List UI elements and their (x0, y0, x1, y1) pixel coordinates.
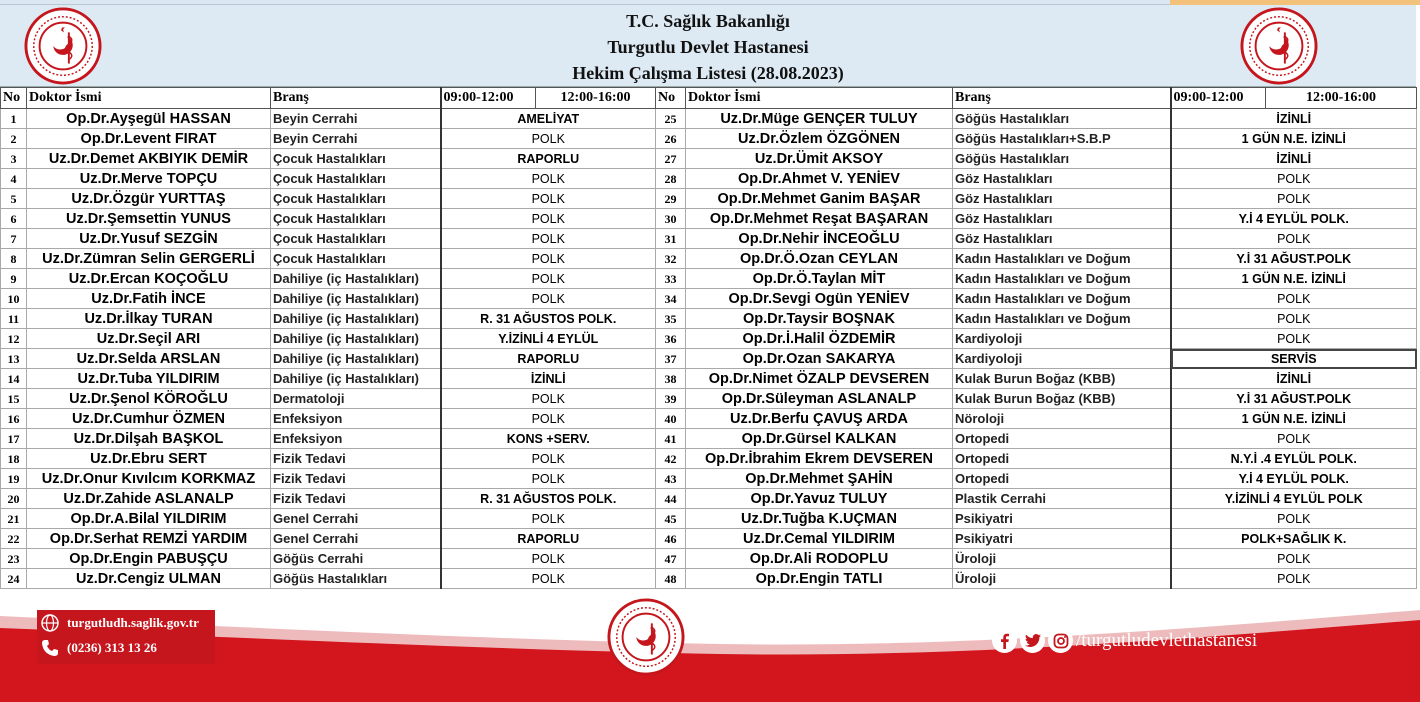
header-branch-right: Branş (953, 88, 1171, 109)
status-cell: İZİNLİ (1171, 369, 1417, 389)
row-number: 36 (656, 329, 686, 349)
row-number: 10 (1, 289, 27, 309)
table-row (1, 169, 1417, 189)
row-number: 15 (1, 389, 27, 409)
table-row (1, 449, 1417, 469)
status-cell: POLK (441, 169, 656, 189)
branch-name: Dermatoloji (271, 389, 441, 409)
branch-name: Ortopedi (953, 429, 1171, 449)
row-number: 43 (656, 469, 686, 489)
table-row (1, 229, 1417, 249)
row-number: 4 (1, 169, 27, 189)
doctor-name: Op.Dr.Yavuz TULUY (686, 489, 953, 509)
status-cell: POLK (1171, 169, 1417, 189)
social-handle[interactable]: /turgutludevlethastanesi (1076, 629, 1258, 651)
status-cell: Y.İ 31 AĞUST.POLK (1171, 249, 1417, 269)
status-cell: 1 GÜN N.E. İZİNLİ (1171, 129, 1417, 149)
status-cell: POLK (1171, 189, 1417, 209)
branch-name: Çocuk Hastalıkları (271, 209, 441, 229)
branch-name: Beyin Cerrahi (271, 129, 441, 149)
table-row (1, 329, 1417, 349)
branch-name: Dahiliye (iç Hastalıkları) (271, 329, 441, 349)
doctor-name: Op.Dr.Nehir İNCEOĞLU (686, 229, 953, 249)
doctor-name: Op.Dr.Nimet ÖZALP DEVSEREN (686, 369, 953, 389)
branch-name: Dahiliye (iç Hastalıkları) (271, 289, 441, 309)
status-cell: POLK (441, 509, 656, 529)
status-cell: Y.İZİNLİ 4 EYLÜL POLK (1171, 489, 1417, 509)
header-doctor-right: Doktor İsmi (686, 88, 953, 109)
status-cell: POLK (441, 249, 656, 269)
status-cell: RAPORLU (441, 529, 656, 549)
row-number: 20 (1, 489, 27, 509)
row-number: 23 (1, 549, 27, 569)
row-number: 37 (656, 349, 686, 369)
status-cell: AMELİYAT (441, 109, 656, 129)
branch-name: Göğüs Hastalıkları (953, 149, 1171, 169)
status-cell: POLK (1171, 569, 1417, 589)
row-number: 3 (1, 149, 27, 169)
row-number: 12 (1, 329, 27, 349)
row-number: 48 (656, 569, 686, 589)
globe-icon (41, 614, 59, 632)
branch-name: Kulak Burun Boğaz (KBB) (953, 369, 1171, 389)
status-cell: N.Y.İ .4 EYLÜL POLK. (1171, 449, 1417, 469)
phone-icon (41, 639, 59, 657)
table-row (1, 269, 1417, 289)
table-row (1, 409, 1417, 429)
branch-name: Psikiyatri (953, 529, 1171, 549)
row-number: 24 (1, 569, 27, 589)
status-cell: KONS +SERV. (441, 429, 656, 449)
branch-name: Çocuk Hastalıkları (271, 189, 441, 209)
doctor-name: Uz.Dr.Dilşah BAŞKOL (27, 429, 271, 449)
branch-name: Kardiyoloji (953, 349, 1171, 369)
doctor-name: Op.Dr.A.Bilal YILDIRIM (27, 509, 271, 529)
branch-name: Çocuk Hastalıkları (271, 249, 441, 269)
doctor-name: Uz.Dr.Ümit AKSOY (686, 149, 953, 169)
branch-name: Fizik Tedavi (271, 489, 441, 509)
row-number: 39 (656, 389, 686, 409)
row-number: 18 (1, 449, 27, 469)
row-number: 33 (656, 269, 686, 289)
doctor-name: Op.Dr.Ö.Taylan MİT (686, 269, 953, 289)
table-row (1, 149, 1417, 169)
ministry-logo-footer-icon (607, 598, 685, 676)
header-no: No (1, 88, 27, 109)
doctor-name: Op.Dr.Ozan SAKARYA (686, 349, 953, 369)
doctor-name: Op.Dr.Engin TATLI (686, 569, 953, 589)
status-cell: 1 GÜN N.E. İZİNLİ (1171, 269, 1417, 289)
status-cell: Y.İZİNLİ 4 EYLÜL (441, 329, 656, 349)
doctor-name: Uz.Dr.Yusuf SEZGİN (27, 229, 271, 249)
row-number: 8 (1, 249, 27, 269)
status-cell: POLK (441, 269, 656, 289)
instagram-icon[interactable] (1048, 628, 1073, 653)
table-row (1, 429, 1417, 449)
status-cell: POLK (441, 129, 656, 149)
branch-name: Enfeksiyon (271, 429, 441, 449)
status-cell: POLK (1171, 329, 1417, 349)
status-cell: POLK (441, 409, 656, 429)
branch-name: Fizik Tedavi (271, 469, 441, 489)
status-cell: POLK (1171, 429, 1417, 449)
header-time-2-right: 12:00-16:00 (1266, 88, 1417, 109)
row-number: 35 (656, 309, 686, 329)
table-row (1, 489, 1417, 509)
website-row (37, 610, 215, 635)
status-cell: Y.İ 4 EYLÜL POLK. (1171, 469, 1417, 489)
branch-name: Genel Cerrahi (271, 509, 441, 529)
status-cell: Y.İ 4 EYLÜL POLK. (1171, 209, 1417, 229)
row-number: 14 (1, 369, 27, 389)
doctor-name: Op.Dr.İ.Halil ÖZDEMİR (686, 329, 953, 349)
doctor-name: Op.Dr.Gürsel KALKAN (686, 429, 953, 449)
doctor-name: Op.Dr.Mehmet Reşat BAŞARAN (686, 209, 953, 229)
branch-name: Göğüs Hastalıkları+S.B.P (953, 129, 1171, 149)
branch-name: Üroloji (953, 549, 1171, 569)
branch-name: Çocuk Hastalıkları (271, 229, 441, 249)
status-cell: İZİNLİ (441, 369, 656, 389)
status-cell: POLK (1171, 309, 1417, 329)
row-number: 42 (656, 449, 686, 469)
status-cell: POLK (441, 549, 656, 569)
table-row (1, 309, 1417, 329)
doctor-name: Op.Dr.Mehmet ŞAHİN (686, 469, 953, 489)
row-number: 25 (656, 109, 686, 129)
branch-name: Göz Hastalıkları (953, 169, 1171, 189)
header-doctor: Doktor İsmi (27, 88, 271, 109)
status-cell: POLK (1171, 289, 1417, 309)
table-row (1, 389, 1417, 409)
doctor-name: Op.Dr.Ali RODOPLU (686, 549, 953, 569)
ministry-title: T.C. Sağlık Bakanlığı (626, 11, 790, 31)
row-number: 9 (1, 269, 27, 289)
status-cell: POLK+SAĞLIK K. (1171, 529, 1417, 549)
row-number: 7 (1, 229, 27, 249)
doctor-name: Uz.Dr.Berfu ÇAVUŞ ARDA (686, 409, 953, 429)
status-cell: POLK (1171, 549, 1417, 569)
status-cell: POLK (441, 209, 656, 229)
hospital-title: Turgutlu Devlet Hastanesi (607, 37, 809, 57)
table-row (1, 109, 1417, 129)
table-row (1, 209, 1417, 229)
table-row (1, 509, 1417, 529)
header-time-1: 09:00-12:00 (441, 88, 536, 109)
row-number: 16 (1, 409, 27, 429)
schedule-title: Hekim Çalışma Listesi (28.08.2023) (572, 63, 844, 83)
branch-name: Kadın Hastalıkları ve Doğum (953, 269, 1171, 289)
row-number: 32 (656, 249, 686, 269)
row-number: 44 (656, 489, 686, 509)
doctor-name: Uz.Dr.Cengiz ULMAN (27, 569, 271, 589)
ministry-logo-right-icon (1240, 7, 1318, 85)
document-header (0, 5, 1416, 87)
facebook-icon[interactable] (992, 628, 1017, 653)
doctor-name: Op.Dr.Engin PABUŞÇU (27, 549, 271, 569)
row-number: 46 (656, 529, 686, 549)
row-number: 45 (656, 509, 686, 529)
branch-name: Nöroloji (953, 409, 1171, 429)
doctor-name: Uz.Dr.Müge GENÇER TULUY (686, 109, 953, 129)
doctor-name: Uz.Dr.Cemal YILDIRIM (686, 529, 953, 549)
doctor-name: Op.Dr.Serhat REMZİ YARDIM (27, 529, 271, 549)
branch-name: Kadın Hastalıkları ve Doğum (953, 249, 1171, 269)
doctor-name: Uz.Dr.Demet AKBIYIK DEMİR (27, 149, 271, 169)
doctor-name: Uz.Dr.Şenol KÖROĞLU (27, 389, 271, 409)
table-row (1, 549, 1417, 569)
row-number: 26 (656, 129, 686, 149)
row-number: 34 (656, 289, 686, 309)
doctor-name: Op.Dr.Mehmet Ganim BAŞAR (686, 189, 953, 209)
status-cell: İZİNLİ (1171, 149, 1417, 169)
row-number: 31 (656, 229, 686, 249)
row-number: 29 (656, 189, 686, 209)
doctor-name: Uz.Dr.Seçil ARI (27, 329, 271, 349)
status-cell: POLK (441, 569, 656, 589)
status-cell: POLK (1171, 229, 1417, 249)
branch-name: Göz Hastalıkları (953, 209, 1171, 229)
branch-name: Genel Cerrahi (271, 529, 441, 549)
branch-name: Fizik Tedavi (271, 449, 441, 469)
row-number: 21 (1, 509, 27, 529)
branch-name: Kulak Burun Boğaz (KBB) (953, 389, 1171, 409)
row-number: 19 (1, 469, 27, 489)
table-row (1, 129, 1417, 149)
status-cell: İZİNLİ (1171, 109, 1417, 129)
doctor-name: Uz.Dr.Ercan KOÇOĞLU (27, 269, 271, 289)
doctor-name: Uz.Dr.Onur Kıvılcım KORKMAZ (27, 469, 271, 489)
doctor-name: Uz.Dr.Tuba YILDIRIM (27, 369, 271, 389)
status-cell: POLK (441, 469, 656, 489)
row-number: 6 (1, 209, 27, 229)
twitter-icon[interactable] (1020, 628, 1045, 653)
table-row (1, 349, 1417, 369)
branch-name: Dahiliye (iç Hastalıkları) (271, 369, 441, 389)
row-number: 17 (1, 429, 27, 449)
doctor-name: Uz.Dr.Zahide ASLANALP (27, 489, 271, 509)
doctor-name: Uz.Dr.Tuğba K.UÇMAN (686, 509, 953, 529)
branch-name: Ortopedi (953, 469, 1171, 489)
status-cell: RAPORLU (441, 349, 656, 369)
doctor-name: Uz.Dr.Merve TOPÇU (27, 169, 271, 189)
row-number: 28 (656, 169, 686, 189)
doctor-name: Uz.Dr.Fatih İNCE (27, 289, 271, 309)
table-row (1, 569, 1417, 589)
table-row (1, 249, 1417, 269)
branch-name: Göğüs Hastalıkları (271, 569, 441, 589)
branch-name: Çocuk Hastalıkları (271, 169, 441, 189)
doctor-name: Uz.Dr.Şemsettin YUNUS (27, 209, 271, 229)
doctor-name: Uz.Dr.Özlem ÖZGÖNEN (686, 129, 953, 149)
phone-number: (0236) 313 13 26 (67, 639, 157, 655)
doctor-name: Uz.Dr.Zümran Selin GERGERLİ (27, 249, 271, 269)
doctor-name: Op.Dr.Levent FIRAT (27, 129, 271, 149)
status-cell: Y.İ 31 AĞUST.POLK (1171, 389, 1417, 409)
table-row (1, 469, 1417, 489)
doctor-name: Op.Dr.Ö.Ozan CEYLAN (686, 249, 953, 269)
doctor-name: Uz.Dr.Ebru SERT (27, 449, 271, 469)
table-row (1, 189, 1417, 209)
branch-name: Üroloji (953, 569, 1171, 589)
branch-name: Göz Hastalıkları (953, 189, 1171, 209)
branch-name: Kadın Hastalıkları ve Doğum (953, 289, 1171, 309)
row-number: 41 (656, 429, 686, 449)
schedule-table (0, 87, 1417, 589)
status-cell: POLK (441, 449, 656, 469)
branch-name: Kadın Hastalıkları ve Doğum (953, 309, 1171, 329)
branch-name: Göğüs Cerrahi (271, 549, 441, 569)
phone-row (37, 635, 215, 660)
table-row (1, 529, 1417, 549)
row-number: 5 (1, 189, 27, 209)
status-cell: R. 31 AĞUSTOS POLK. (441, 489, 656, 509)
branch-name: Çocuk Hastalıkları (271, 149, 441, 169)
branch-name: Göğüs Hastalıkları (953, 109, 1171, 129)
document-titles (0, 8, 1416, 86)
branch-name: Göz Hastalıkları (953, 229, 1171, 249)
status-cell: POLK (1171, 509, 1417, 529)
doctor-name: Uz.Dr.Cumhur ÖZMEN (27, 409, 271, 429)
branch-name: Dahiliye (iç Hastalıkları) (271, 309, 441, 329)
website-link[interactable]: turgutludh.saglik.gov.tr (67, 614, 199, 630)
status-cell: POLK (441, 229, 656, 249)
status-cell: POLK (441, 189, 656, 209)
doctor-name: Uz.Dr.Özgür YURTTAŞ (27, 189, 271, 209)
social-links (992, 628, 1257, 653)
doctor-name: Op.Dr.Ahmet V. YENİEV (686, 169, 953, 189)
doctor-name: Uz.Dr.Selda ARSLAN (27, 349, 271, 369)
row-number: 40 (656, 409, 686, 429)
header-branch: Branş (271, 88, 441, 109)
branch-name: Plastik Cerrahi (953, 489, 1171, 509)
table-header-row (1, 88, 1417, 109)
branch-name: Dahiliye (iç Hastalıkları) (271, 349, 441, 369)
doctor-name: Uz.Dr.İlkay TURAN (27, 309, 271, 329)
status-cell: 1 GÜN N.E. İZİNLİ (1171, 409, 1417, 429)
row-number: 11 (1, 309, 27, 329)
row-number: 27 (656, 149, 686, 169)
row-number: 13 (1, 349, 27, 369)
status-cell: R. 31 AĞUSTOS POLK. (441, 309, 656, 329)
branch-name: Dahiliye (iç Hastalıkları) (271, 269, 441, 289)
status-cell: POLK (441, 389, 656, 409)
doctor-name: Op.Dr.Ayşegül HASSAN (27, 109, 271, 129)
row-number: 30 (656, 209, 686, 229)
contact-box (37, 610, 215, 664)
doctor-name: Op.Dr.İbrahim Ekrem DEVSEREN (686, 449, 953, 469)
branch-name: Psikiyatri (953, 509, 1171, 529)
branch-name: Ortopedi (953, 449, 1171, 469)
header-time-1-right: 09:00-12:00 (1171, 88, 1266, 109)
table-row (1, 289, 1417, 309)
doctor-name: Op.Dr.Süleyman ASLANALP (686, 389, 953, 409)
doctor-name: Op.Dr.Taysir BOŞNAK (686, 309, 953, 329)
table-row (1, 369, 1417, 389)
status-cell: RAPORLU (441, 149, 656, 169)
row-number: 47 (656, 549, 686, 569)
status-cell: POLK (441, 289, 656, 309)
status-cell: SERVİS (1171, 349, 1417, 369)
header-no-right: No (656, 88, 686, 109)
doctor-name: Op.Dr.Sevgi Ogün YENİEV (686, 289, 953, 309)
header-time-2: 12:00-16:00 (536, 88, 656, 109)
branch-name: Enfeksiyon (271, 409, 441, 429)
branch-name: Kardiyoloji (953, 329, 1171, 349)
row-number: 2 (1, 129, 27, 149)
row-number: 38 (656, 369, 686, 389)
footer (0, 598, 1420, 702)
branch-name: Beyin Cerrahi (271, 109, 441, 129)
row-number: 1 (1, 109, 27, 129)
row-number: 22 (1, 529, 27, 549)
